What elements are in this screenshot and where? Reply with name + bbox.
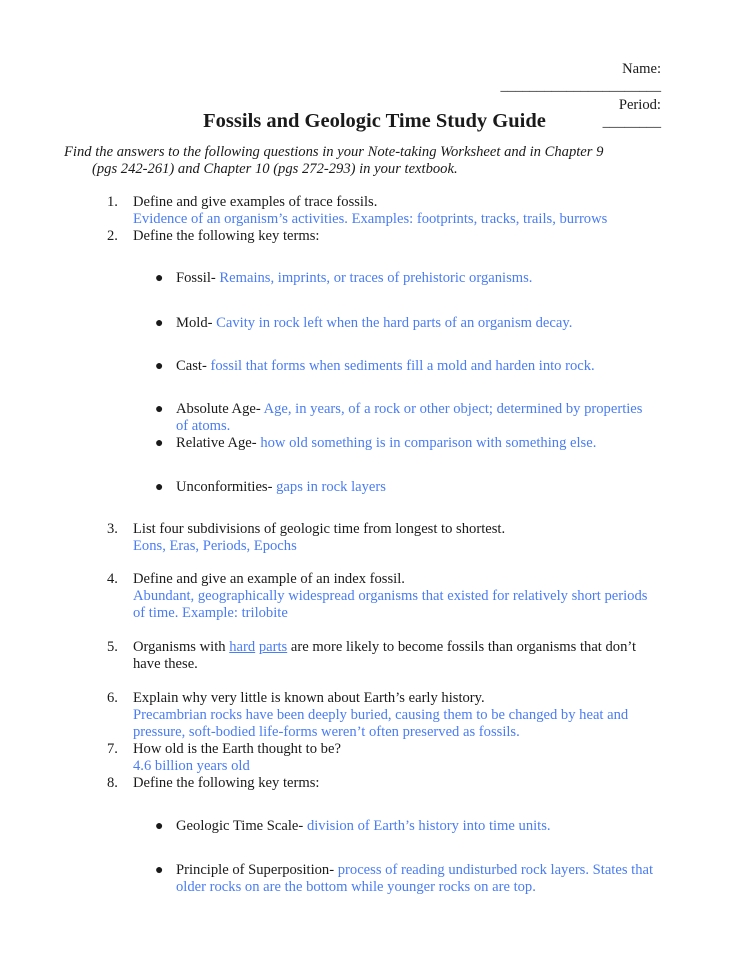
term-definition-cont: of atoms.: [176, 418, 231, 434]
question-number: 4.: [107, 571, 118, 587]
question-text: Organisms with: [133, 639, 226, 655]
term-definition: Remains, imprints, or traces of prehistoric organisms.: [219, 270, 533, 286]
instructions-line-1: Find the answers to the following questions in your Note-taking Worksheet and in Chapter 9: [64, 144, 604, 160]
period-blank: ________: [602, 114, 661, 130]
fill-in-answer: parts: [258, 639, 288, 655]
term-fossil: [176, 270, 666, 287]
name-blank: ______________________: [500, 78, 661, 94]
term-definition-cont: older rocks on are the bottom while younger rocks on are top.: [176, 879, 536, 895]
term-definition: division of Earth’s history into time units.: [306, 818, 551, 834]
term-label: Geologic Time Scale-: [176, 818, 304, 834]
question-2: Define the following key terms:: [133, 228, 320, 244]
term-definition: Age, in years, of a rock or other object; determined by properties: [263, 401, 643, 417]
bullet-icon: ●: [155, 480, 164, 495]
question-number: 1.: [107, 194, 118, 210]
question-text: Define and give examples of trace fossils.: [133, 194, 378, 210]
question-text: How old is the Earth thought to be?: [133, 741, 341, 757]
term-label: Mold-: [176, 315, 213, 331]
bullet-icon: ●: [155, 819, 164, 834]
term-cast: [176, 358, 666, 375]
document-title: Fossils and Geologic Time Study Guide: [203, 110, 546, 132]
answer-text: Eons, Eras, Periods, Epochs: [133, 538, 297, 554]
term-unconformities: [176, 479, 666, 496]
term-label: Relative Age-: [176, 435, 257, 451]
term-definition: gaps in rock layers: [276, 479, 386, 495]
question-5: [133, 639, 673, 673]
answer-text: 4.6 billion years old: [133, 758, 250, 774]
question-number: 7.: [107, 741, 118, 757]
question-number: 3.: [107, 521, 118, 537]
answer-text: Precambrian rocks have been deeply buried, causing them to be changed by heat and: [133, 707, 629, 723]
bullet-icon: ●: [155, 402, 164, 417]
term-label: Absolute Age-: [176, 401, 261, 417]
question-7: [133, 741, 663, 775]
answer-text-cont: of time. Example: trilobite: [133, 605, 288, 621]
term-label: Principle of Superposition-: [176, 862, 335, 878]
term-principle-of-superposition: [176, 862, 666, 896]
term-relative-age: [176, 435, 666, 452]
question-number: 2.: [107, 228, 118, 244]
question-text: Define and give an example of an index fossil.: [133, 571, 405, 587]
bullet-icon: ●: [155, 359, 164, 374]
bullet-icon: ●: [155, 436, 164, 451]
question-6: [133, 690, 673, 741]
question-8: Define the following key terms:: [133, 775, 320, 791]
question-text: List four subdivisions of geologic time from longest to shortest.: [133, 521, 506, 537]
term-absolute-age: [176, 401, 666, 435]
question-text-cont: have these.: [133, 656, 198, 672]
term-geologic-time-scale: [176, 818, 666, 835]
term-label: Cast-: [176, 358, 207, 374]
period-label: Period:: [618, 97, 661, 113]
term-definition: fossil that forms when sediments fill a mold and harden into rock.: [210, 358, 595, 374]
question-4: [133, 571, 673, 622]
question-number: 6.: [107, 690, 118, 706]
question-number: 5.: [107, 639, 118, 655]
answer-text: Abundant, geographically widespread organisms that existed for relatively short periods: [133, 588, 648, 604]
answer-text: Evidence of an organism’s activities. Examples: footprints, tracks, trails, burrows: [133, 211, 608, 227]
term-definition: how old something is in comparison with something else.: [260, 435, 597, 451]
bullet-icon: ●: [155, 271, 164, 286]
term-mold: [176, 315, 666, 332]
question-3: [133, 521, 663, 555]
fill-in-answer: hard: [229, 639, 256, 655]
question-text: Explain why very little is known about Earth’s early history.: [133, 690, 485, 706]
instructions: [64, 144, 664, 178]
question-1: [133, 194, 663, 228]
instructions-line-2: (pgs 242-261) and Chapter 10 (pgs 272-293) in your textbook.: [92, 161, 458, 177]
term-definition: Cavity in rock left when the hard parts of an organism decay.: [216, 315, 573, 331]
answer-text-cont: pressure, soft-bodied life-forms weren’t often preserved as fossils.: [133, 724, 520, 740]
bullet-icon: ●: [155, 316, 164, 331]
term-label: Unconformities-: [176, 479, 273, 495]
question-text: are more likely to become fossils than organisms that don’t: [290, 639, 637, 655]
term-definition: process of reading undisturbed rock layers. States that: [337, 862, 654, 878]
term-label: Fossil-: [176, 270, 216, 286]
bullet-icon: ●: [155, 863, 164, 878]
question-number: 8.: [107, 775, 118, 791]
name-label: Name:: [622, 61, 661, 77]
